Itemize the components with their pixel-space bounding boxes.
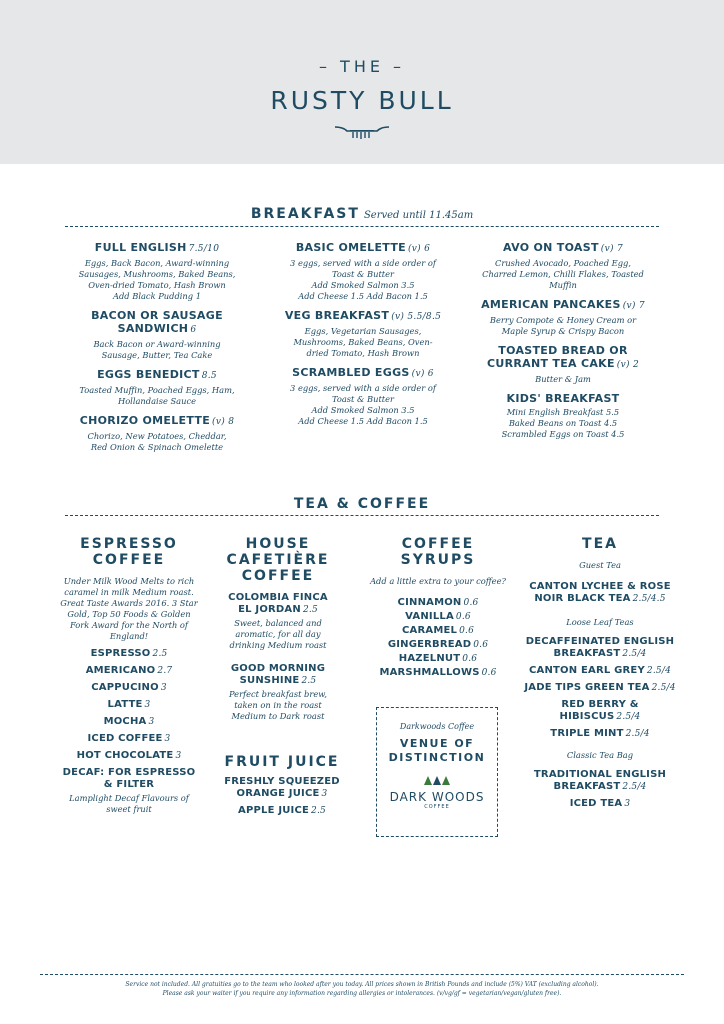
drink-price: 2.5/4.5: [632, 594, 666, 604]
drink-name: HOT CHOCOLATE: [76, 750, 174, 761]
drink-price: 3: [148, 717, 155, 727]
drink-item: [520, 682, 680, 694]
item-desc: Mini English Breakfast 5.5: [506, 407, 620, 417]
drink-name: CAPPUCINO: [91, 682, 159, 693]
drink-name: RED BERRY & HIBISCUS: [559, 699, 639, 722]
drink-name: MARSHMALLOWS: [379, 667, 480, 678]
drink-item: [520, 665, 680, 677]
drink-price: 2.5/4: [651, 683, 676, 693]
menu-item: [478, 344, 648, 385]
drink-name: GOOD MORNING SUNSHINE: [230, 663, 326, 686]
item-name: BACON OR SAUSAGE SANDWICH: [91, 309, 223, 335]
drink-item: [58, 716, 200, 728]
trees-icon: [422, 776, 452, 786]
drink-price: 2.5/4: [625, 729, 650, 739]
drink-item: [364, 625, 512, 637]
menu-item: [78, 414, 236, 453]
drink-price: 0.6: [481, 668, 497, 678]
breakfast-column-2: [284, 241, 442, 434]
espresso-title: ESPRESSO COFFEE: [80, 536, 178, 568]
drink-price: 3: [175, 751, 182, 761]
item-price: (v) 2: [616, 360, 639, 370]
menu-item: [78, 368, 236, 407]
drink-price: 0.6: [473, 640, 489, 650]
item-name: KIDS' BREAKFAST: [506, 392, 620, 405]
item-desc: 3 eggs, served with a side order of Toast & Butter: [290, 258, 436, 279]
dark-woods-logo: [377, 771, 497, 810]
item-desc: 3 eggs, served with a side order of Toast & Butter: [290, 383, 436, 404]
syrups-title: COFFEE SYRUPS: [400, 536, 476, 568]
juice-title: FRUIT JUICE: [224, 754, 340, 770]
drink-name: AMERICANO: [85, 665, 156, 676]
breakfast-divider: [65, 226, 659, 227]
drink-name: LATTE: [107, 699, 143, 710]
drink-item: [364, 597, 512, 609]
item-desc: Berry Compote & Honey Cream or Maple Syrup & Crispy Bacon: [489, 315, 637, 336]
breakfast-title: BREAKFAST: [250, 206, 360, 222]
item-desc: Toasted Muffin, Poached Eggs, Ham, Hollandaise Sauce: [79, 385, 235, 406]
footer-line-1: Service not included. All gratuities go to the team who looked after you today. All prices shown in British Pounds and include (5%) VAT (excluding alcohol).: [125, 981, 599, 988]
drink-item: [520, 728, 680, 740]
item-extra: Add Smoked Salmon 3.5: [311, 405, 415, 415]
item-name: CHORIZO OMELETTE: [79, 414, 211, 427]
item-price: 7.5/10: [188, 244, 220, 254]
drink-name: COLOMBIA FINCA EL JORDAN: [228, 592, 328, 615]
menu-item: [478, 392, 648, 440]
item-name: VEG BREAKFAST: [284, 309, 390, 322]
breakfast-subtitle: Served until 11.45am: [363, 210, 474, 221]
drink-name: APPLE JUICE: [238, 805, 310, 816]
breakfast-column-1: [78, 241, 236, 460]
drink-name: ESPRESSO: [90, 648, 151, 659]
cafetiere-column: [222, 536, 334, 728]
item-name: AMERICAN PANCAKES: [481, 298, 621, 311]
dark-woods-sub: COFFEE: [424, 804, 450, 810]
classic-label: Classic Tea Bag: [566, 750, 634, 760]
item-price: 6: [190, 325, 197, 335]
item-name: SCRAMBLED EGGS: [292, 366, 410, 379]
venue-of-distinction-badge: [376, 707, 498, 837]
drink-item: [364, 639, 512, 651]
menu-item: [478, 241, 648, 291]
drink-price: 2.5: [301, 676, 317, 686]
drink-name: TRADITIONAL ENGLISH BREAKFAST: [533, 769, 667, 792]
drink-item: [222, 663, 334, 687]
item-desc: Eggs, Back Bacon, Award-winning Sausages, Mushrooms, Baked Beans, Oven-dried Tomato, Hash Brown: [78, 258, 236, 290]
menu-item: [284, 309, 442, 359]
item-desc: Chorizo, New Potatoes, Cheddar, Red Onion & Spinach Omelette: [87, 431, 227, 452]
drink-price: 3: [164, 734, 171, 744]
drink-item: [520, 769, 680, 793]
drink-item: [222, 592, 334, 616]
drink-item: [58, 699, 200, 711]
item-desc: Back Bacon or Award-winning Sausage, Butter, Tea Cake: [93, 339, 221, 360]
item-extra: Add Cheese 1.5 Add Bacon 1.5: [298, 291, 428, 301]
drink-name: ICED TEA: [569, 798, 623, 809]
item-name: EGGS BENEDICT: [97, 368, 200, 381]
drink-item: [222, 776, 342, 800]
espresso-note: Under Milk Wood Melts to rich caramel in milk Medium roast. Great Taste Awards 2016. 3 Star Gold, Top 50 Foods & Golden Fork Award for the North of England!: [60, 576, 198, 641]
brand-the: – THE –: [318, 57, 406, 76]
item-price: (v) 6: [411, 369, 434, 379]
drink-price: 2.7: [157, 666, 173, 676]
item-extra: Baked Beans on Toast 4.5: [508, 418, 618, 428]
item-name: BASIC OMELETTE: [295, 241, 406, 254]
drink-item: [520, 699, 680, 723]
drink-item: [58, 750, 200, 762]
drink-item: [58, 767, 200, 791]
guest-tea-label: Guest Tea: [579, 560, 621, 570]
loose-leaf-label: Loose Leaf Teas: [566, 617, 634, 627]
footer-line-2: Please ask your waiter if you require any information regarding allergies or intolerances. (v/vg/gf = vegetarian/vegan/gluten free).: [162, 990, 562, 997]
menu-item: [284, 241, 442, 302]
item-desc: Crushed Avocado, Poached Egg, Charred Lemon, Chilli Flakes, Toasted Muffin: [482, 258, 644, 290]
drink-name: CANTON LYCHEE & ROSE NOIR BLACK TEA: [529, 581, 671, 604]
item-price: (v) 7: [600, 244, 623, 254]
item-desc: Eggs, Vegetarian Sausages, Mushrooms, Baked Beans, Oven-dried Tomato, Hash Brown: [293, 326, 433, 358]
footer-divider: [40, 974, 684, 975]
drink-desc: Perfect breakfast brew, taken on in the roast Medium to Dark roast: [228, 689, 328, 721]
brand-name: RUSTY BULL: [270, 86, 454, 115]
dark-woods-name: DARK WOODS: [389, 790, 485, 804]
drink-price: 2.5/4: [622, 782, 647, 792]
syrups-column: [364, 536, 512, 681]
drink-item: [58, 733, 200, 745]
breakfast-column-3: [478, 241, 648, 447]
drink-price: 2.5/4: [646, 666, 671, 676]
item-price: (v) 7: [622, 301, 645, 311]
cafetiere-title: HOUSE CAFETIÈRE COFFEE: [226, 536, 330, 584]
drink-price: 0.6: [462, 654, 478, 664]
drink-item: [222, 805, 342, 817]
item-extra: Add Black Pudding 1: [112, 291, 202, 301]
drink-price: 3: [160, 683, 167, 693]
drink-item: [364, 653, 512, 665]
drink-item: [58, 665, 200, 677]
drink-price: 2.5/4: [616, 712, 641, 722]
drink-name: MOCHA: [103, 716, 147, 727]
drink-item: [364, 611, 512, 623]
drink-name: DECAFFEINATED ENGLISH BREAKFAST: [525, 636, 675, 659]
item-name: TOASTED BREAD OR CURRANT TEA CAKE: [487, 344, 628, 370]
drink-item: [58, 682, 200, 694]
drink-name: CANTON EARL GREY: [528, 665, 645, 676]
drink-price: 3: [624, 799, 631, 809]
item-price: (v) 8: [212, 417, 235, 427]
drink-name: ICED COFFEE: [87, 733, 163, 744]
menu-item: [478, 298, 648, 337]
bull-horns-logo-icon: [333, 124, 391, 140]
venue-small: Darkwoods Coffee: [399, 722, 475, 731]
drink-item: [58, 648, 200, 660]
item-price: (v) 5.5/8.5: [391, 312, 442, 322]
drink-price: 0.6: [459, 626, 474, 636]
item-extra: Add Cheese 1.5 Add Bacon 1.5: [298, 416, 428, 426]
drink-price: 2.5: [311, 806, 326, 816]
menu-item: [78, 309, 236, 361]
syrups-note: Add a little extra to your coffee?: [370, 576, 506, 586]
tea-coffee-title: TEA & COFFEE: [293, 496, 431, 512]
drink-name: TRIPLE MINT: [550, 728, 624, 739]
drink-price: 0.6: [455, 612, 471, 622]
menu-item: [78, 241, 236, 302]
drink-name: VANILLA: [405, 611, 454, 622]
drink-price: 0.6: [463, 598, 479, 608]
drink-name: CINNAMON: [397, 597, 462, 608]
drink-item: [520, 798, 680, 810]
drink-price: 2.5/4: [622, 649, 647, 659]
menu-item: [284, 366, 442, 427]
drink-desc: Sweet, balanced and aromatic, for all day drinking Medium roast: [229, 618, 327, 650]
tea-coffee-divider: [65, 515, 659, 516]
espresso-column: [58, 536, 200, 821]
drink-price: 2.5: [302, 605, 318, 615]
drink-price: 3: [321, 789, 328, 799]
drink-item: [520, 636, 680, 660]
footer-notes: [40, 980, 684, 998]
drink-name: DECAF: FOR ESPRESSO & FILTER: [62, 767, 196, 790]
breakfast-heading: [0, 206, 724, 222]
tea-title: TEA: [582, 536, 618, 552]
item-extra: Add Smoked Salmon 3.5: [311, 280, 415, 290]
decaf-note: Lamplight Decaf Flavours of sweet fruit: [69, 793, 189, 814]
juice-column: [222, 754, 342, 822]
drink-name: GINGERBREAD: [387, 639, 472, 650]
item-name: FULL ENGLISH: [94, 241, 187, 254]
drink-price: 3: [144, 700, 151, 710]
drink-price: 2.5: [152, 649, 168, 659]
venue-title: VENUE OF DISTINCTION: [388, 737, 486, 764]
drink-name: FRESHLY SQUEEZED ORANGE JUICE: [224, 776, 340, 799]
item-price: (v) 6: [407, 244, 431, 254]
item-name: AVO ON TOAST: [503, 241, 599, 254]
drink-item: [364, 667, 512, 679]
drink-name: JADE TIPS GREEN TEA: [524, 682, 650, 693]
drink-name: HAZELNUT: [398, 653, 461, 664]
item-extra: Scrambled Eggs on Toast 4.5: [501, 429, 625, 439]
drink-item: [520, 581, 680, 605]
drink-name: CARAMEL: [402, 625, 458, 636]
item-desc: Butter & Jam: [535, 374, 591, 384]
tea-column: [520, 536, 680, 815]
item-price: 8.5: [201, 371, 217, 381]
